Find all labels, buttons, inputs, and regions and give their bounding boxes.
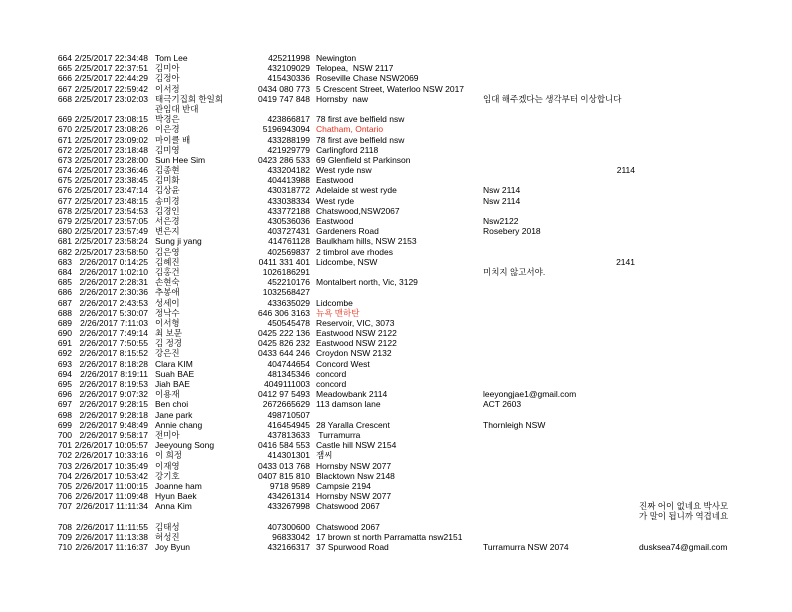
cell-datetime: 2/25/2017 23:48:15 bbox=[74, 195, 148, 206]
cell-row-number: 692 bbox=[57, 348, 72, 359]
cell-name: 서은경 bbox=[155, 216, 180, 227]
cell-address: Chatswood 2067 bbox=[316, 501, 380, 512]
cell-name: 이재영 bbox=[155, 460, 180, 471]
cell-phone: 1026186291 bbox=[262, 266, 310, 277]
cell-datetime: 2/25/2017 23:09:02 bbox=[74, 134, 148, 145]
cell-row-number: 709 bbox=[57, 531, 72, 542]
cell-row-number: 674 bbox=[57, 165, 72, 176]
cell-address: Campsie 2194 bbox=[316, 480, 371, 491]
cell-address: Roseville Chase NSW2069 bbox=[316, 73, 419, 84]
cell-phone: 404413988 bbox=[267, 175, 310, 186]
cell-datetime: 2/25/2017 22:59:42 bbox=[74, 83, 148, 94]
cell-phone: 425211998 bbox=[268, 53, 310, 63]
table-row bbox=[0, 206, 792, 216]
signature-table bbox=[0, 53, 792, 552]
cell-datetime: 2/25/2017 23:57:05 bbox=[74, 216, 148, 227]
cell-row-number: 706 bbox=[57, 491, 72, 502]
cell-note: 미치지 않고서야. bbox=[483, 266, 546, 277]
cell-row-number: 696 bbox=[57, 389, 72, 400]
cell-address: Turramurra bbox=[316, 429, 361, 440]
cell-address: Hornsby NSW 2077 bbox=[316, 491, 392, 502]
cell-name: 손현숙 bbox=[155, 277, 180, 288]
table-row bbox=[0, 73, 792, 83]
cell-phone: 0411 331 401 bbox=[258, 256, 310, 267]
cell-name: 이용재 bbox=[155, 389, 180, 400]
cell-phone: 433772188 bbox=[267, 205, 310, 216]
cell-name: 박경은 bbox=[155, 114, 180, 125]
cell-name: Sun Hee Sim bbox=[155, 154, 206, 165]
cell-row-number: 675 bbox=[57, 175, 72, 186]
cell-phone: 1032568427 bbox=[262, 287, 310, 298]
cell-datetime: 2/26/2017 11:13:38 bbox=[75, 531, 148, 542]
cell-datetime: 2/26/2017 10:05:57 bbox=[74, 440, 148, 451]
cell-phone: 450545478 bbox=[267, 317, 310, 328]
table-row bbox=[0, 440, 792, 450]
cell-datetime: 2/26/2017 11:16:37 bbox=[75, 542, 148, 553]
cell-note: leeyongjae1@gmail.com bbox=[483, 389, 577, 400]
table-row bbox=[0, 53, 792, 63]
cell-row-number: 678 bbox=[57, 205, 72, 216]
table-row bbox=[0, 308, 792, 318]
cell-phone: 430536036 bbox=[267, 216, 310, 227]
cell-row-number: 702 bbox=[57, 450, 72, 461]
cell-name: 추봉애 bbox=[155, 287, 180, 298]
cell-postcode: 2141 bbox=[616, 256, 635, 267]
cell-name: 김 정경 bbox=[155, 338, 182, 349]
cell-phone: 0407 815 810 bbox=[258, 470, 310, 481]
cell-address: Eastwood bbox=[316, 175, 354, 186]
cell-note: ACT 2603 bbox=[483, 399, 522, 410]
cell-datetime: 2/25/2017 23:18:48 bbox=[74, 144, 148, 155]
cell-row-number: 700 bbox=[57, 429, 72, 440]
cell-name: 김홍건 bbox=[155, 266, 180, 277]
cell-row-number: 697 bbox=[57, 399, 72, 410]
cell-row-number: 707 bbox=[57, 501, 72, 512]
cell-row-number: 689 bbox=[57, 317, 72, 328]
cell-address: 28 Yaralla Crescent bbox=[316, 419, 390, 430]
cell-name: 김미영 bbox=[155, 144, 180, 155]
cell-datetime: 2/25/2017 23:57:49 bbox=[74, 226, 148, 237]
cell-phone: 0433 013 768 bbox=[258, 460, 310, 471]
cell-name: 이서정 bbox=[155, 83, 180, 94]
cell-phone: 414301301 bbox=[267, 450, 310, 461]
cell-address: Eastwood NSW 2122 bbox=[316, 328, 397, 339]
table-row bbox=[0, 196, 792, 206]
cell-datetime: 2/26/2017 8:15:52 bbox=[79, 348, 148, 359]
table-row bbox=[0, 338, 792, 348]
cell-phone: 403727431 bbox=[267, 226, 310, 237]
cell-row-number: 695 bbox=[57, 379, 72, 390]
table-row bbox=[0, 175, 792, 185]
cell-datetime: 2/26/2017 10:33:16 bbox=[74, 450, 148, 461]
cell-phone: 407300600 bbox=[267, 521, 310, 532]
cell-phone: 481345346 bbox=[267, 368, 310, 379]
cell-address: Concord West bbox=[316, 358, 370, 369]
cell-row-number: 698 bbox=[57, 409, 72, 420]
cell-address: Meadowbank 2114 bbox=[316, 389, 388, 400]
cell-name: 김미화 bbox=[155, 175, 180, 186]
cell-row-number: 690 bbox=[57, 328, 72, 339]
table-row bbox=[0, 430, 792, 440]
cell-address: Adelaide st west ryde bbox=[316, 185, 397, 196]
cell-phone: 421929779 bbox=[267, 144, 310, 155]
cell-name: 정낙수 bbox=[155, 307, 180, 318]
cell-comment: 진짜 어이 없네요 박사모 가 말이 됩니까 역겹네요 bbox=[639, 501, 729, 522]
cell-row-number: 686 bbox=[57, 287, 72, 298]
cell-address: Baulkham hills, NSW 2153 bbox=[316, 236, 417, 247]
cell-phone: 434261314 bbox=[267, 491, 310, 502]
cell-phone: 423866817 bbox=[267, 114, 310, 125]
cell-row-number: 681 bbox=[57, 236, 72, 247]
cell-name: 최 보문 bbox=[155, 328, 182, 339]
cell-name: 허성진 bbox=[155, 531, 180, 542]
table-row bbox=[0, 145, 792, 155]
cell-datetime: 2/26/2017 10:35:49 bbox=[74, 460, 148, 471]
cell-name: 김종현 bbox=[155, 165, 180, 176]
cell-row-number: 685 bbox=[57, 277, 72, 288]
cell-datetime: 2/26/2017 9:48:49 bbox=[79, 419, 148, 430]
cell-phone: 416454945 bbox=[267, 419, 310, 430]
cell-address: Reservoir, VIC, 3073 bbox=[316, 317, 395, 328]
cell-row-number: 670 bbox=[57, 124, 72, 135]
cell-datetime: 2/26/2017 9:28:15 bbox=[79, 399, 148, 410]
cell-name: Tom Lee bbox=[155, 53, 188, 63]
cell-datetime: 2/25/2017 23:54:53 bbox=[74, 205, 148, 216]
table-row bbox=[0, 257, 792, 267]
cell-name: 성세이 bbox=[155, 297, 180, 308]
cell-address: West ryde nsw bbox=[316, 165, 372, 176]
cell-name: Jeeyoung Song bbox=[155, 440, 215, 451]
table-row bbox=[0, 461, 792, 471]
cell-row-number: 667 bbox=[57, 83, 72, 94]
cell-name: 김혜진 bbox=[155, 256, 180, 267]
cell-datetime: 2/25/2017 22:34:48 bbox=[74, 53, 148, 63]
cell-phone: 0419 747 848 bbox=[258, 93, 310, 104]
cell-row-number: 708 bbox=[57, 521, 72, 532]
cell-name: 변은지 bbox=[155, 226, 180, 237]
cell-address: Eastwood NSW 2122 bbox=[316, 338, 397, 349]
cell-datetime: 2/26/2017 11:00:15 bbox=[75, 480, 148, 491]
cell-address: Castle hill NSW 2154 bbox=[316, 440, 397, 451]
table-row bbox=[0, 420, 792, 430]
table-row bbox=[0, 236, 792, 246]
cell-datetime: 2/26/2017 9:28:18 bbox=[79, 409, 148, 420]
cell-address: Chatswood,NSW2067 bbox=[316, 205, 400, 216]
cell-row-number: 676 bbox=[57, 185, 72, 196]
cell-datetime: 2/26/2017 7:49:14 bbox=[79, 328, 148, 339]
cell-datetime: 2/26/2017 7:50:55 bbox=[79, 338, 148, 349]
cell-datetime: 2/25/2017 23:58:50 bbox=[74, 246, 148, 257]
table-row bbox=[0, 328, 792, 338]
cell-row-number: 682 bbox=[57, 246, 72, 257]
cell-note: 임대 해주겠다는 생각부터 이상합니다 bbox=[483, 93, 622, 104]
cell-phone: 0425 826 232 bbox=[258, 338, 310, 349]
cell-datetime: 2/25/2017 23:36:46 bbox=[74, 165, 148, 176]
cell-address: 5 Crescent Street, Waterloo NSW 2017 bbox=[316, 83, 465, 94]
cell-datetime: 2/26/2017 2:28:31 bbox=[79, 277, 148, 288]
cell-address: 잼씨 bbox=[316, 450, 333, 461]
cell-address: West ryde bbox=[316, 195, 355, 206]
cell-address: 113 damson lane bbox=[316, 399, 381, 410]
cell-datetime: 2/25/2017 23:58:24 bbox=[74, 236, 148, 247]
cell-datetime: 2/26/2017 9:58:17 bbox=[79, 429, 148, 440]
cell-row-number: 684 bbox=[57, 266, 72, 277]
cell-name: 강은진 bbox=[155, 348, 180, 359]
cell-phone: 433204182 bbox=[267, 165, 310, 176]
table-row bbox=[0, 216, 792, 226]
cell-datetime: 2/25/2017 22:44:29 bbox=[74, 73, 148, 84]
cell-address: Hornsby NSW 2077 bbox=[316, 460, 392, 471]
cell-phone: 430318772 bbox=[267, 185, 310, 196]
cell-phone: 437813633 bbox=[267, 429, 310, 440]
cell-datetime: 2/26/2017 1:02:10 bbox=[79, 266, 148, 277]
cell-row-number: 703 bbox=[57, 460, 72, 471]
cell-name: 마이클 배 bbox=[155, 134, 191, 145]
cell-phone: 96833042 bbox=[272, 531, 310, 542]
table-row bbox=[0, 491, 792, 501]
cell-note: Rosebery 2018 bbox=[483, 226, 541, 237]
table-row bbox=[0, 247, 792, 257]
cell-postcode: 2114 bbox=[616, 165, 635, 176]
cell-address: Gardeners Road bbox=[316, 226, 379, 237]
cell-row-number: 680 bbox=[57, 226, 72, 237]
cell-address: Hornsby naw bbox=[316, 93, 368, 104]
cell-row-number: 688 bbox=[57, 307, 72, 318]
cell-row-number: 673 bbox=[57, 154, 72, 165]
cell-address: Newington bbox=[316, 53, 357, 63]
cell-phone: 402569837 bbox=[267, 246, 310, 257]
cell-datetime: 2/26/2017 7:11:03 bbox=[80, 317, 148, 328]
cell-note: Nsw 2114 bbox=[483, 195, 521, 206]
cell-phone: 0425 222 136 bbox=[258, 328, 310, 339]
cell-phone: 433038334 bbox=[267, 195, 310, 206]
table-row bbox=[0, 359, 792, 369]
cell-name: Sung ji yang bbox=[155, 236, 202, 247]
cell-address: concord bbox=[316, 379, 347, 390]
cell-name: 강기호 bbox=[155, 470, 180, 481]
cell-datetime: 2/26/2017 8:18:28 bbox=[79, 358, 148, 369]
cell-name: Annie chang bbox=[155, 419, 203, 430]
cell-name: 태극기집회 한일회 관임대 반대 bbox=[155, 93, 224, 114]
cell-address: Chatham, Ontario bbox=[316, 124, 384, 135]
table-row bbox=[0, 532, 792, 542]
cell-datetime: 2/26/2017 9:07:32 bbox=[79, 389, 148, 400]
cell-name: 김경인 bbox=[155, 205, 180, 216]
cell-phone: 433635029 bbox=[267, 297, 310, 308]
cell-datetime: 2/25/2017 23:47:14 bbox=[74, 185, 148, 196]
cell-datetime: 2/26/2017 8:19:11 bbox=[80, 368, 148, 379]
cell-comment: dusksea74@gmail.com bbox=[639, 542, 728, 553]
table-row bbox=[0, 185, 792, 195]
cell-address: concord bbox=[316, 368, 347, 379]
table-row bbox=[0, 522, 792, 532]
cell-row-number: 691 bbox=[57, 338, 72, 349]
cell-datetime: 2/25/2017 23:38:45 bbox=[74, 175, 148, 186]
cell-row-number: 677 bbox=[57, 195, 72, 206]
cell-phone: 5196943094 bbox=[262, 124, 310, 135]
cell-row-number: 666 bbox=[57, 73, 72, 84]
table-row bbox=[0, 399, 792, 409]
table-row bbox=[0, 277, 792, 287]
table-row bbox=[0, 471, 792, 481]
cell-phone: 2672665629 bbox=[262, 399, 310, 410]
cell-phone: 0412 97 5493 bbox=[258, 389, 310, 400]
cell-name: 전미아 bbox=[155, 429, 180, 440]
cell-row-number: 683 bbox=[57, 256, 72, 267]
table-row bbox=[0, 94, 792, 114]
cell-row-number: 665 bbox=[57, 63, 72, 74]
cell-name: 송미경 bbox=[155, 195, 180, 206]
cell-address: Carlingford 2118 bbox=[316, 144, 379, 155]
cell-datetime: 2/26/2017 2:30:36 bbox=[79, 287, 148, 298]
cell-row-number: 699 bbox=[57, 419, 72, 430]
cell-datetime: 2/26/2017 2:43:53 bbox=[79, 297, 148, 308]
cell-name: Jiah BAE bbox=[155, 379, 190, 390]
table-row bbox=[0, 348, 792, 358]
cell-datetime: 2/26/2017 8:19:53 bbox=[79, 379, 148, 390]
cell-phone: 432109029 bbox=[267, 63, 310, 74]
table-row bbox=[0, 84, 792, 94]
cell-name: Clara KIM bbox=[155, 358, 193, 369]
cell-address: 2 timbrol ave rhodes bbox=[316, 246, 394, 257]
cell-row-number: 710 bbox=[57, 542, 72, 553]
cell-address: Lidcombe bbox=[316, 297, 353, 308]
table-row bbox=[0, 542, 792, 552]
table-row bbox=[0, 410, 792, 420]
cell-row-number: 664 bbox=[57, 53, 72, 63]
cell-row-number: 679 bbox=[57, 216, 72, 227]
table-row bbox=[0, 267, 792, 277]
cell-phone: 414761128 bbox=[268, 236, 310, 247]
cell-phone: 0434 080 773 bbox=[258, 83, 310, 94]
cell-address: 78 first ave belfield nsw bbox=[316, 114, 405, 125]
cell-note: Turramurra NSW 2074 bbox=[483, 542, 569, 553]
cell-name: Ben choi bbox=[155, 399, 189, 410]
cell-phone: 646 306 3163 bbox=[258, 307, 310, 318]
cell-name: Jane park bbox=[155, 409, 193, 420]
cell-row-number: 693 bbox=[57, 358, 72, 369]
cell-address: 17 brown st north Parramatta nsw2151 bbox=[316, 531, 463, 542]
cell-address: Lidcombe, NSW bbox=[316, 256, 378, 267]
cell-name: 김은영 bbox=[155, 246, 180, 257]
table-row bbox=[0, 226, 792, 236]
cell-datetime: 2/26/2017 11:09:48 bbox=[75, 491, 148, 502]
cell-row-number: 672 bbox=[57, 144, 72, 155]
cell-address: 78 first ave belfield nsw bbox=[316, 134, 405, 145]
cell-address: 뉴욕 맨하탄 bbox=[316, 307, 360, 318]
cell-row-number: 668 bbox=[57, 93, 72, 104]
cell-phone: 0423 286 533 bbox=[258, 154, 310, 165]
table-row bbox=[0, 450, 792, 460]
cell-name: Suah BAE bbox=[155, 368, 195, 379]
cell-row-number: 671 bbox=[57, 134, 72, 145]
cell-phone: 432166317 bbox=[267, 542, 310, 553]
cell-phone: 498710507 bbox=[267, 409, 310, 420]
cell-name: 김미아 bbox=[155, 63, 180, 74]
cell-note: Nsw2122 bbox=[483, 216, 519, 227]
cell-phone: 433267998 bbox=[267, 501, 310, 512]
table-row bbox=[0, 369, 792, 379]
cell-row-number: 705 bbox=[57, 480, 72, 491]
cell-name: 김상윤 bbox=[155, 185, 180, 196]
cell-address: Croydon NSW 2132 bbox=[316, 348, 392, 359]
cell-phone: 404744654 bbox=[267, 358, 310, 369]
cell-name: Anna Kim bbox=[155, 501, 192, 512]
cell-address: Eastwood bbox=[316, 216, 354, 227]
cell-phone: 433288199 bbox=[267, 134, 310, 145]
cell-phone: 4049111003 bbox=[263, 379, 310, 390]
table-row bbox=[0, 287, 792, 297]
table-row bbox=[0, 298, 792, 308]
cell-address: Blacktown Nsw 2148 bbox=[316, 470, 395, 481]
table-row bbox=[0, 124, 792, 134]
cell-datetime: 2/25/2017 23:08:15 bbox=[74, 114, 148, 125]
cell-datetime: 2/25/2017 23:08:26 bbox=[74, 124, 148, 135]
cell-address: 37 Spurwood Road bbox=[316, 542, 389, 553]
cell-name: 김태성 bbox=[155, 521, 180, 532]
cell-row-number: 669 bbox=[57, 114, 72, 125]
cell-name: Hyun Baek bbox=[155, 491, 197, 502]
cell-row-number: 701 bbox=[57, 440, 72, 451]
cell-name: Joanne ham bbox=[155, 480, 202, 491]
cell-row-number: 694 bbox=[57, 368, 72, 379]
cell-name: 김정아 bbox=[155, 73, 180, 84]
cell-phone: 0416 584 553 bbox=[258, 440, 310, 451]
cell-row-number: 687 bbox=[57, 297, 72, 308]
cell-name: 이은경 bbox=[155, 124, 180, 135]
cell-datetime: 2/26/2017 11:11:34 bbox=[75, 501, 148, 512]
cell-datetime: 2/25/2017 23:02:03 bbox=[74, 93, 148, 104]
cell-datetime: 2/25/2017 23:28:00 bbox=[74, 154, 148, 165]
cell-row-number: 704 bbox=[57, 470, 72, 481]
cell-datetime: 2/26/2017 0:14:25 bbox=[79, 256, 148, 267]
cell-datetime: 2/26/2017 11:11:55 bbox=[75, 521, 148, 532]
table-row bbox=[0, 389, 792, 399]
cell-address: Telopea, NSW 2117 bbox=[316, 63, 394, 74]
cell-datetime: 2/25/2017 22:37:51 bbox=[74, 63, 148, 74]
cell-name: Joy Byun bbox=[155, 542, 190, 553]
cell-phone: 0433 644 246 bbox=[258, 348, 310, 359]
cell-note: Thornleigh NSW bbox=[483, 419, 546, 430]
cell-name: 이서형 bbox=[155, 317, 180, 328]
cell-note: Nsw 2114 bbox=[483, 185, 521, 196]
cell-address: Chatswood 2067 bbox=[316, 521, 380, 532]
cell-phone: 9718 9589 bbox=[269, 480, 310, 491]
cell-phone: 415430336 bbox=[267, 73, 310, 84]
table-row bbox=[0, 135, 792, 145]
table-row bbox=[0, 318, 792, 328]
table-row bbox=[0, 481, 792, 491]
cell-datetime: 2/26/2017 5:30:07 bbox=[79, 307, 148, 318]
cell-name: 이 희정 bbox=[155, 450, 182, 461]
cell-phone: 452210176 bbox=[267, 277, 310, 288]
cell-datetime: 2/26/2017 10:53:42 bbox=[74, 470, 148, 481]
table-row bbox=[0, 155, 792, 165]
table-row bbox=[0, 63, 792, 73]
cell-address: Montalbert north, Vic, 3129 bbox=[316, 277, 418, 288]
table-row bbox=[0, 165, 792, 175]
table-row bbox=[0, 501, 792, 521]
table-row bbox=[0, 379, 792, 389]
table-row bbox=[0, 114, 792, 124]
cell-address: 69 Glenfield st Parkinson bbox=[316, 154, 411, 165]
